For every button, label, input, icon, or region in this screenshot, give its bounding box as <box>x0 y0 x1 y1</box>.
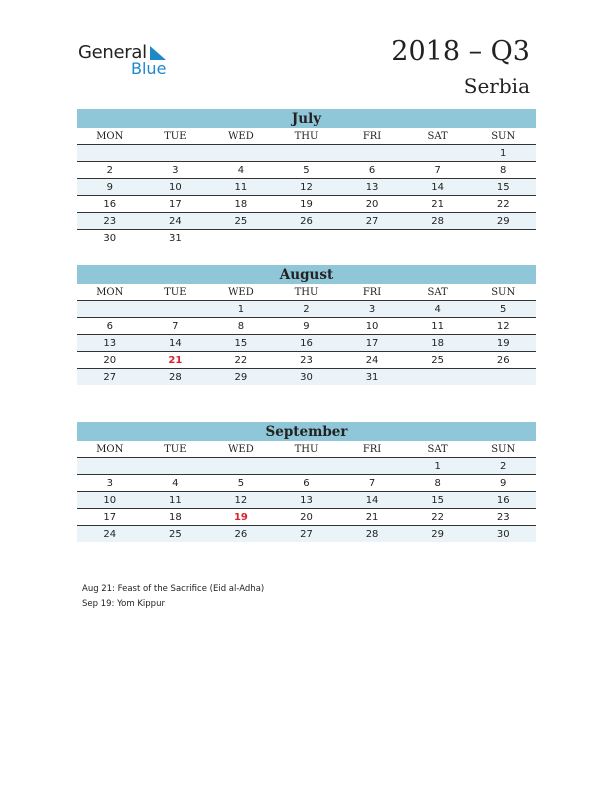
day-cell: 10 <box>365 321 379 332</box>
day-cell: 26 <box>496 355 510 366</box>
day-cell: 7 <box>368 478 376 489</box>
day-cell <box>77 145 143 162</box>
weekday-label: FRI <box>362 287 382 298</box>
day-cell: 11 <box>234 182 248 193</box>
day-cell: 30 <box>103 233 117 244</box>
day-cell <box>208 458 274 475</box>
day-cell: 19 <box>300 199 313 210</box>
day-cell: 2 <box>500 461 507 472</box>
day-cell <box>274 230 340 247</box>
day-cell: 25 <box>431 355 444 366</box>
day-cell: 19 <box>233 512 248 523</box>
week-row <box>77 196 536 213</box>
day-cell: 3 <box>172 165 179 176</box>
week-row <box>77 526 536 542</box>
day-cell: 16 <box>103 199 117 210</box>
week-row <box>77 335 536 352</box>
day-cell: 27 <box>103 372 117 383</box>
day-cell: 8 <box>237 321 245 332</box>
day-cell: 27 <box>300 529 313 540</box>
day-cell: 29 <box>234 372 248 383</box>
day-cell: 24 <box>103 529 117 540</box>
week-row <box>77 301 536 318</box>
day-cell: 28 <box>431 216 444 227</box>
day-cell: 30 <box>496 529 510 540</box>
day-cell <box>77 301 143 318</box>
weekday-header-row <box>77 441 536 458</box>
day-cell: 9 <box>106 182 113 193</box>
weekday-label: SAT <box>427 287 448 298</box>
weekday-label: THU <box>294 131 319 142</box>
day-cell: 23 <box>496 512 510 523</box>
day-cell <box>143 458 209 475</box>
day-cell: 11 <box>168 495 182 506</box>
day-cell: 30 <box>300 372 313 383</box>
day-cell: 29 <box>496 216 510 227</box>
day-cell: 24 <box>365 355 379 366</box>
day-cell: 4 <box>237 165 245 176</box>
day-cell: 20 <box>103 355 117 366</box>
day-cell <box>470 230 536 247</box>
week-row <box>77 492 536 509</box>
day-cell: 6 <box>106 321 113 332</box>
day-cell: 20 <box>365 199 379 210</box>
weekday-label: WED <box>228 287 254 298</box>
day-cell: 13 <box>103 338 117 349</box>
weekday-label: FRI <box>362 131 382 142</box>
weekday-label: MON <box>96 287 124 298</box>
week-row <box>77 369 536 385</box>
day-cell: 7 <box>172 321 179 332</box>
weekday-label: SAT <box>427 131 448 142</box>
logo-general-text: General <box>78 42 147 63</box>
weekday-label: WED <box>228 444 254 455</box>
day-cell: 9 <box>500 478 507 489</box>
day-cell: 12 <box>496 321 510 332</box>
day-cell: 6 <box>303 478 310 489</box>
weekday-label: SUN <box>491 131 516 142</box>
logo-blue-text: Blue <box>131 59 167 78</box>
holiday-note: Sep 19: Yom Kippur <box>82 599 165 609</box>
day-cell <box>470 369 536 386</box>
month-title: September <box>77 422 536 441</box>
day-cell: 28 <box>168 372 182 383</box>
day-cell: 5 <box>500 304 507 315</box>
week-row <box>77 352 536 369</box>
weekday-label: MON <box>96 131 124 142</box>
day-cell: 15 <box>431 495 444 506</box>
weekday-header-row <box>77 284 536 301</box>
holiday-note: Aug 21: Feast of the Sacrifice (Eid al-Adha) <box>82 584 265 594</box>
month-calendar <box>77 265 536 385</box>
day-cell: 25 <box>234 216 248 227</box>
day-cell: 2 <box>303 304 310 315</box>
day-cell: 24 <box>168 216 182 227</box>
day-cell: 8 <box>434 478 441 489</box>
week-row <box>77 213 536 230</box>
day-cell <box>274 145 340 162</box>
day-cell: 1 <box>500 148 507 159</box>
country-name: Serbia <box>463 74 530 98</box>
day-cell <box>339 145 405 162</box>
day-cell: 5 <box>303 165 310 176</box>
day-cell: 1 <box>237 304 245 315</box>
day-cell: 23 <box>103 216 117 227</box>
day-cell: 31 <box>168 233 182 244</box>
day-cell: 16 <box>496 495 510 506</box>
weekday-label: TUE <box>164 444 187 455</box>
day-cell <box>405 145 471 162</box>
day-cell: 8 <box>500 165 507 176</box>
day-cell: 18 <box>431 338 444 349</box>
day-cell: 18 <box>168 512 182 523</box>
weekday-label: THU <box>294 287 319 298</box>
day-cell: 13 <box>365 182 379 193</box>
day-cell: 27 <box>365 216 379 227</box>
day-cell: 21 <box>365 512 379 523</box>
day-cell: 29 <box>431 529 444 540</box>
day-cell: 21 <box>431 199 444 210</box>
day-cell: 14 <box>365 495 379 506</box>
day-cell: 4 <box>172 478 179 489</box>
day-cell: 5 <box>237 478 245 489</box>
holiday-notes <box>82 582 264 612</box>
day-cell: 7 <box>434 165 441 176</box>
day-cell: 9 <box>303 321 310 332</box>
day-cell: 15 <box>496 182 510 193</box>
day-cell <box>405 369 471 386</box>
day-cell: 22 <box>234 355 248 366</box>
weekday-label: SAT <box>427 444 448 455</box>
day-cell: 17 <box>103 512 117 523</box>
weekday-label: TUE <box>164 287 187 298</box>
logo-triangle-icon <box>150 46 166 60</box>
day-cell: 1 <box>434 461 441 472</box>
day-cell: 14 <box>168 338 182 349</box>
week-row <box>77 162 536 179</box>
day-cell: 23 <box>300 355 313 366</box>
weekday-label: FRI <box>362 444 382 455</box>
week-row <box>77 509 536 526</box>
day-cell: 18 <box>234 199 248 210</box>
day-cell <box>339 458 405 475</box>
weekday-header-row <box>77 128 536 145</box>
weekday-label: THU <box>294 444 319 455</box>
day-cell: 22 <box>496 199 510 210</box>
day-cell: 4 <box>434 304 441 315</box>
week-row <box>77 458 536 475</box>
day-cell: 21 <box>168 355 183 366</box>
page-title: 2018 – Q3 <box>391 36 530 67</box>
day-cell: 2 <box>106 165 113 176</box>
weekday-label: SUN <box>491 444 516 455</box>
day-cell <box>143 301 209 318</box>
day-cell: 25 <box>168 529 182 540</box>
week-row <box>77 318 536 335</box>
generalblue-logo <box>78 42 188 82</box>
day-cell: 19 <box>496 338 510 349</box>
day-cell: 10 <box>103 495 117 506</box>
day-cell: 31 <box>365 372 379 383</box>
day-cell <box>405 230 471 247</box>
week-row <box>77 475 536 492</box>
day-cell: 16 <box>300 338 313 349</box>
month-title: August <box>77 265 536 284</box>
day-cell: 17 <box>168 199 182 210</box>
weekday-label: TUE <box>164 131 187 142</box>
day-cell: 13 <box>300 495 313 506</box>
weekday-label: SUN <box>491 287 516 298</box>
day-cell: 3 <box>106 478 113 489</box>
day-cell: 22 <box>431 512 444 523</box>
day-cell: 12 <box>234 495 248 506</box>
month-calendar <box>77 422 536 542</box>
day-cell: 6 <box>368 165 376 176</box>
day-cell <box>339 230 405 247</box>
weekday-label: WED <box>228 131 254 142</box>
day-cell: 12 <box>300 182 313 193</box>
week-row <box>77 179 536 196</box>
day-cell: 11 <box>431 321 444 332</box>
month-calendar <box>77 109 536 246</box>
day-cell <box>208 230 274 247</box>
day-cell <box>274 458 340 475</box>
day-cell: 26 <box>234 529 248 540</box>
day-cell <box>143 145 209 162</box>
week-row <box>77 230 536 246</box>
month-title: July <box>77 109 536 128</box>
day-cell: 28 <box>365 529 379 540</box>
day-cell: 17 <box>365 338 379 349</box>
day-cell: 26 <box>300 216 313 227</box>
weekday-label: MON <box>96 444 124 455</box>
day-cell: 10 <box>168 182 182 193</box>
week-row <box>77 145 536 162</box>
day-cell: 14 <box>431 182 444 193</box>
day-cell: 15 <box>234 338 248 349</box>
day-cell: 3 <box>368 304 376 315</box>
day-cell: 20 <box>300 512 313 523</box>
day-cell <box>77 458 143 475</box>
day-cell <box>208 145 274 162</box>
